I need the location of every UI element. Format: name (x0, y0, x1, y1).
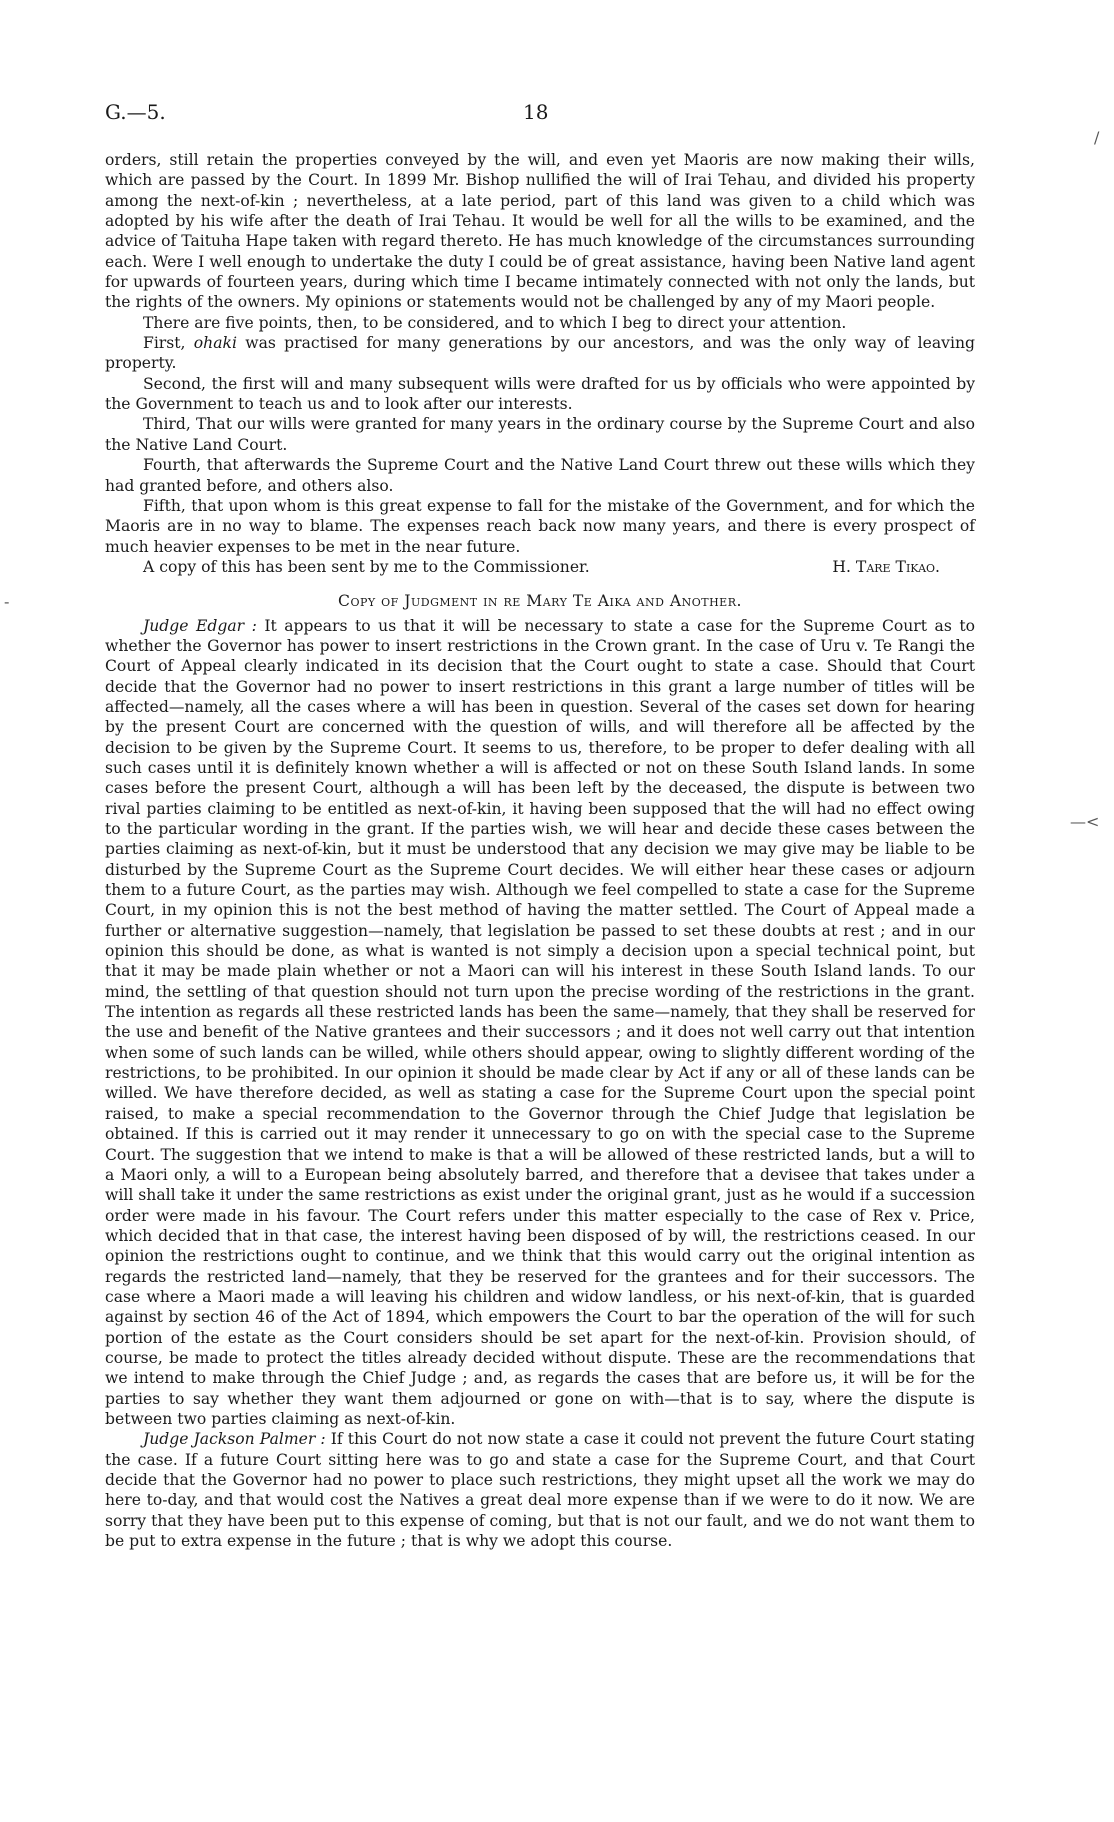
paragraph: Third, That our wills were granted for many years in the ordinary course by the Supreme Court and also the Native Land Court. (105, 415, 975, 454)
paragraph-text: was practised for many generations by our ancestors, and was the only way of leaving property. (105, 334, 975, 373)
paragraph: Fourth, that afterwards the Supreme Court and the Native Land Court threw out these wills which they had granted before, and others also. (105, 456, 975, 495)
document-body (105, 150, 975, 1551)
paragraph (105, 333, 975, 374)
section-heading: Copy of Judgment in re Mary Te Aika and Another. (338, 592, 742, 611)
paragraph-text: First, (143, 334, 194, 353)
page-header (105, 100, 975, 128)
paragraph: Second, the first will and many subsequent wills were drafted for us by officials who were appointed by the Government to teach us and to look after our interests. (105, 374, 975, 414)
paragraph: Fifth, that upon whom is this great expense to fall for the mistake of the Government, and for which the Maoris are in no way to blame. The expenses reach back now many years, and there is every prospect of much heavier expenses to be met in the near future. (105, 496, 975, 556)
signature: H. Tare Tikao. (832, 557, 940, 576)
margin-mark: - (4, 592, 10, 611)
paragraph-text: It appears to us that it will be necessary to state a case for the Supreme Court as to whether the Governor has power to insert restrictions in the Crown grant. In the case of Uru v. Te Rangi the Court of Appeal clearly indicated in its decision that the Court ought to state a case. Should that Court decide that the Governor had no power to insert restrictions in this grant a large number of titles will be affected—namely, all the cases where a will has been in question. Several of the cases set down for hearing by the present Court are concerned with the question of wills, and will therefore all be affected by the decision to be given by the Supreme Court. It seems to us, therefore, to be proper to defer dealing with all such cases until it is definitely known whether a will is affected or not on these South Island lands. In some cases before the present Court, although a will has been left by the deceased, the dispute is between two rival parties claiming to be entitled as next-of-kin, it having been supposed that the will had no effect owing to the particular wording in the grant. If the parties wish, we will hear and decide these cases between the parties claiming as next-of-kin, but it must be understood that any decision we may give may be liable to be disturbed by the Supreme Court as the Supreme Court decides. We will either hear these cases or adjourn them to a future Court, as the parties may wish. Although we feel compelled to state a case for the Supreme Court, in my opinion this is not the best method of having the matter settled. The Court of Appeal made a further or alternative suggestion—namely, that legislation be passed to set these doubts at rest ; and in our opinion this should be done, as what is wanted is not simply a decision upon a special technical point, but that it may be made plain whether or not a Maori can will his interest in these South Island lands. To our mind, the settling of that question should not turn upon the precise wording of the restrictions in the grant. The intention as regards all these restricted lands has been the same—namely, that they shall be reserved for the use and benefit of the Native grantees and their successors ; and it does not well carry out that intention when some of such lands can be willed, while others should appear, owing to slightly different wording of the restrictions, to be prohibited. In our opinion it should be made clear by Act if any or all of these lands can be willed. We have therefore decided, as well as stating a case for the Supreme Court upon the special point raised, to make a special recommendation to the Governor through the Chief Judge that legislation be obtained. If this is carried out it may render it unnecessary to go on with the special case to the Supreme Court. The suggestion that we intend to make is that a will be allowed of these restricted lands, but a will to a Maori only, a will to a European being absolutely barred, and therefore that a devisee that takes under a will shall take it under the same restrictions as exist under the original grant, just as he would if a succession order were made in his favour. The Court refers under this matter especially to the case of Rex v. Price, which decided that in that case, the interest having been disposed of by will, the restrictions ceased. In our opinion the restrictions ought to continue, and we think that this would carry out the original intention as regards the restricted land—namely, that they be reserved for the grantees and for their successors. The case where a Maori made a will leaving his children and widow landless, or his next-of-kin, that is guarded against by section 46 of the Act of 1894, which empowers the Court to bar the operation of the will for such portion of the estate as the Court considers should be set apart for the next-of-kin. Provision should, of course, be made to protect the titles already decided without dispute. These are the recommendations that we intend to make through the Chief Judge ; and, as regards the cases that are before us, it will be for the parties to say whether they want them adjourned or gone on with—that is to say, where the dispute is between two parties claiming as next-of-kin. (105, 616, 975, 1428)
paragraph: There are five points, then, to be considered, and to which I beg to direct your attention. (143, 313, 847, 332)
speaker-name: Judge Edgar : (143, 616, 257, 635)
margin-mark: / (1094, 128, 1100, 147)
page-number: 18 (523, 100, 549, 124)
signature-line (105, 557, 975, 577)
paragraph: A copy of this has been sent by me to the Commissioner. (143, 557, 590, 576)
paragraph (105, 1429, 975, 1551)
margin-mark: —< (1070, 812, 1100, 831)
paragraph: orders, still retain the properties conveyed by the will, and even yet Maoris are now making their wills, which are passed by the Court. In 1899 Mr. Bishop nullified the will of Irai Tehau, and divided his property among the next-of-kin ; nevertheless, at a late period, part of this land was given to a child which was adopted by his wife after the death of Irai Tehau. It would be well for all the wills to be examined, and the advice of Taituha Hape taken with regard thereto. He has much knowledge of the circumstances surrounding each. Were I well enough to undertake the duty I could be of great assistance, having been Native land agent for upwards of fourteen years, during which time I became intimately connected with not only the lands, but the rights of the owners. My opinions or statements would not be challenged by any of my Maori people. (105, 151, 975, 312)
paragraph-text: If this Court do not now state a case it could not prevent the future Court stating the case. If a future Court sitting here was to go and state a case for the Supreme Court, and that Court decide that the Governor had no power to place such restrictions, they might upset all the work we may do here to-day, and that would cost the Natives a great deal more expense than if we were to do it now. We are sorry that they have been put to this expense of coming, but that is not our fault, and we do not want them to be put to extra expense in the future ; that is why we adopt this course. (105, 1430, 975, 1551)
speaker-name: Judge Jackson Palmer : (143, 1430, 326, 1449)
document-reference: G.—5. (105, 100, 166, 124)
maori-term: ohaki (193, 334, 237, 353)
paragraph (105, 616, 975, 1430)
